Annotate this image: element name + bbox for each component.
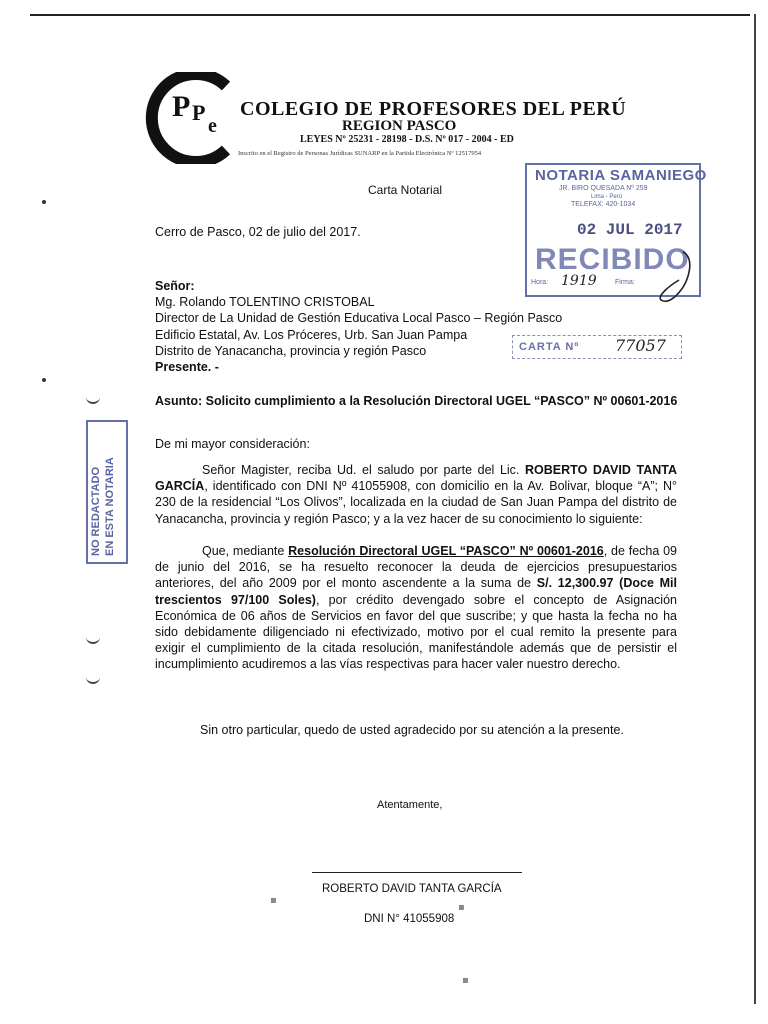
stamp-title: NOTARIA SAMANIEGO [535, 167, 707, 184]
recipient-block [155, 278, 595, 375]
text-run: anteriores, del año 2009 por el monto ascendente a la suma de [155, 576, 537, 591]
text-run: , por crédito devengado sobre el concepto de Asignación [315, 592, 677, 607]
recipient-line: Director de La Unidad de Gestión Educativa Local Pasco – Región Pasco [155, 311, 563, 326]
paragraph-line [155, 592, 677, 608]
farewell: Atentamente, [377, 799, 443, 811]
org-region: REGION PASCO [342, 118, 457, 134]
stamp-phone: TELEFAX: 420-1034 [571, 201, 636, 208]
document-type: Carta Notarial [368, 183, 443, 197]
not-drafted-stamp [86, 420, 128, 564]
right-edge-line [754, 14, 756, 1004]
closing-line: Sin otro particular, quedo de usted agradecido por su atención a la presente. [200, 723, 624, 737]
stamp-city: Lima - Perú [591, 194, 623, 200]
carta-label: CARTA Nº [519, 341, 580, 353]
paragraph-line: incumplimiento acudiremos a las vías respectivas para hacer valer nuestro derecho. [155, 657, 621, 672]
paragraph-line [155, 478, 677, 494]
paragraph-line: de junio del 2016, se ha resuelto reconocer la deuda de ejercicios presupuestarios [155, 560, 677, 575]
scan-smudge: ▪ [458, 902, 465, 913]
punch-hole-mark [86, 672, 100, 684]
stamp-firma-label: Firma: [615, 279, 635, 286]
paragraph-line: 230 de la residencial “Los Olivos”, localizada en la ciudad de San Juan Pampa del distrito de [155, 495, 677, 510]
recipient-line: Presente. - [155, 360, 219, 375]
org-name: COLEGIO DE PROFESORES DEL PERÚ [240, 98, 627, 120]
text-run: Que, mediante [202, 544, 289, 558]
scan-speck [42, 378, 46, 382]
paragraph-line: Económica de 06 años de Servicios en favor del que suscribe; y que hasta la fecha no ha [155, 608, 677, 623]
recipient-line: Distrito de Yanacancha, provincia y región Pasco [155, 343, 427, 358]
text-run: Señor Magister, reciba Ud. el saludo por parte del Lic. [202, 463, 526, 477]
cppe-logo [138, 72, 238, 164]
signer-dni: DNI N° 41055908 [364, 913, 455, 925]
scan-smudge: ▪ [462, 975, 469, 986]
stamp-hora-label: Hora: [531, 279, 549, 286]
signer-name-inline: ROBERTO DAVID TANTA [525, 463, 677, 477]
paragraph-line: exigir el cumplimiento de la citada resolución, manifestándole además que de persistir el [155, 641, 677, 656]
paragraph-line [155, 543, 677, 559]
paragraph-line: Yanacancha, provincia y región Pasco; y a la vez hacer de su conocimiento lo siguiente: [155, 511, 643, 526]
signer-name: ROBERTO DAVID TANTA GARCÍA [322, 883, 502, 895]
resolution-reference: Resolución Directoral UGEL “PASCO” Nº 00601-2016 [288, 544, 604, 558]
svg-text:e: e [208, 115, 217, 137]
text-run: , identificado con DNI Nº 41055908, con domicilio en la Av. Bolivar, bloque “A”; N° [204, 479, 677, 494]
svg-text:P: P [192, 100, 206, 125]
place-date: Cerro de Pasco, 02 de julio del 2017. [155, 225, 361, 239]
greeting: De mi mayor consideración: [155, 437, 310, 451]
subject-line: Asunto: Solicito cumplimiento a la Resolución Directoral UGEL “PASCO” Nº 00601-2016 [155, 394, 678, 408]
top-edge-line [30, 14, 750, 16]
amount-words: trescientos 97/100 Soles) [155, 592, 316, 607]
recipient-line: Mg. Rolando TOLENTINO CRISTOBAL [155, 295, 375, 310]
handwritten-signature-mark [655, 250, 700, 310]
signer-surname-inline: GARCÍA [155, 479, 205, 494]
recipient-line: Edificio Estatal, Av. Los Próceres, Urb. San Juan Pampa [155, 327, 468, 342]
stamp-address: JR. BIRO QUESADA Nº 259 [559, 185, 648, 192]
paragraph-1 [155, 462, 677, 527]
recipient-line: Señor: [155, 279, 195, 293]
scan-smudge: ▪ [270, 895, 277, 906]
stamp-hora-value: 1919 [561, 273, 597, 289]
amount: S/. 12,300.97 (Doce Mil [536, 576, 678, 591]
side-stamp-line1: NO REDACTADO [90, 466, 102, 556]
paragraph-line [155, 575, 677, 591]
punch-hole-mark [86, 392, 100, 404]
signature-line [312, 872, 522, 873]
paragraph-2 [155, 543, 677, 673]
svg-text:P: P [172, 90, 191, 123]
text-run: , de fecha 09 [603, 544, 678, 558]
punch-hole-mark [86, 632, 100, 644]
org-registry: Inscrito en el Registro de Personas Jurídicas SUNARP en la Partida Electrónica Nº 12517954 [238, 150, 482, 157]
stamp-date: 02 JUL 2017 [577, 221, 683, 239]
org-laws: LEYES Nº 25231 - 28198 - D.S. Nº 017 - 2004 - ED [300, 134, 514, 145]
paragraph-line [155, 462, 677, 478]
paragraph-line: sido debidamente diligenciado ni efectivizado, motivo por el cual remito la presente para [155, 625, 677, 640]
side-stamp-line2: EN ESTA NOTARIA [104, 457, 116, 556]
scan-speck [42, 200, 46, 204]
carta-number: 77057 [615, 336, 666, 355]
stamp-received: RECIBIDO [535, 243, 690, 276]
